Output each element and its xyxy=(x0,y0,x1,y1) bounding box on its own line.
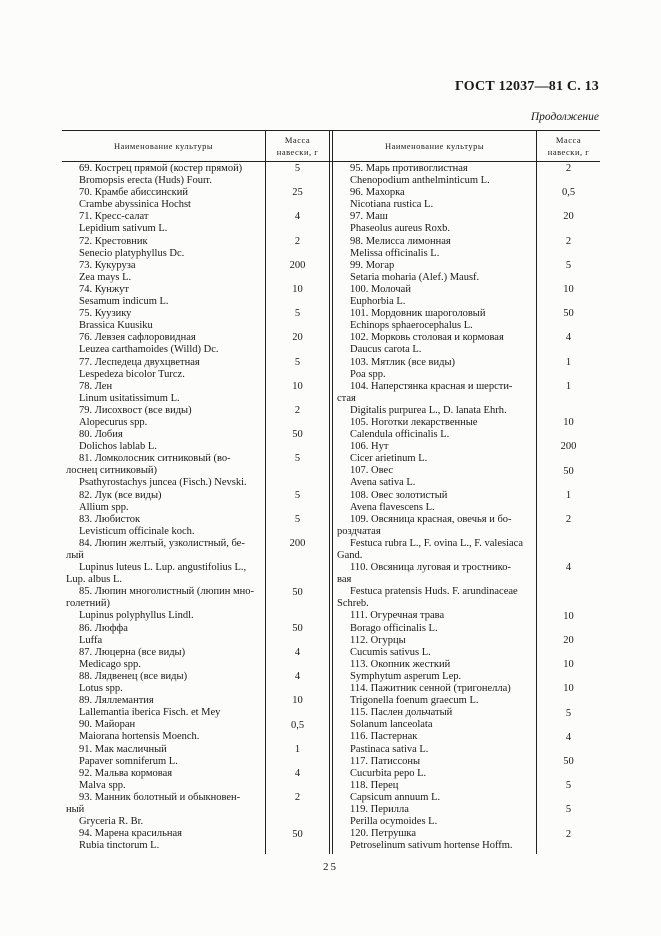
table-text-line: Maiorana hortensis Moench. xyxy=(79,731,200,743)
table-text-line: Festuca pratensis Huds. F. arundinaceae xyxy=(350,586,518,598)
header-crop-name-left: Наименование культуры xyxy=(113,140,214,151)
table-text-line: 110. Овсяница луговая и тростнико- xyxy=(350,562,511,574)
table-text-line: Linum usitatissimum L. xyxy=(79,392,180,404)
mass-value: 5 xyxy=(565,707,572,719)
mass-value: 50 xyxy=(563,465,574,477)
table-text-line: 103. Мятлик (все виды) xyxy=(350,356,456,368)
crop-names-left xyxy=(66,163,265,852)
table-text-line: вая xyxy=(337,574,352,586)
table-text-line: Medicago spp. xyxy=(79,658,141,670)
table-text-line: 97. Маш xyxy=(350,211,388,223)
mass-value: 4 xyxy=(294,647,301,658)
table-text-line: Borago officinalis L. xyxy=(350,622,438,634)
table-text-line: Alopecurus spp. xyxy=(79,416,148,428)
table-text-line: 82. Лук (все виды) xyxy=(79,489,162,501)
mass-value: 4 xyxy=(565,332,572,344)
mass-value: 50 xyxy=(563,755,574,767)
column-divider xyxy=(329,130,330,854)
table-text-line: Lallemantia iberica Fisch. et Mey xyxy=(79,707,221,719)
table-text-line: Lupinus luteus L. Lup. angustifolius L., xyxy=(79,562,247,574)
mass-value: 20 xyxy=(563,634,574,646)
table-text-line: 117. Патиссоны xyxy=(350,755,421,767)
mass-value: 10 xyxy=(292,380,303,392)
mass-value: 2 xyxy=(294,792,301,804)
table-text-line: 111. Огуречная трава xyxy=(350,610,445,622)
table-text-line: ный xyxy=(66,803,85,815)
header-mass-line-1: Масса xyxy=(555,134,582,145)
table-text-line: Nicotiana rustica L. xyxy=(350,199,434,211)
table-text-line: 100. Молочай xyxy=(350,283,411,295)
table-text-line: 116. Пастернак xyxy=(350,731,418,743)
table-text-line: Euphorbia L. xyxy=(350,296,406,308)
table-text-line: 71. Кресс-салат xyxy=(79,211,149,223)
table-text-line: Lupinus polyphyllus Lindl. xyxy=(79,610,194,622)
table-text-line: 80. Лобия xyxy=(79,429,123,441)
mass-value: 5 xyxy=(294,308,301,320)
header-mass-left xyxy=(266,130,329,161)
table-text-line: 101. Мордовник шароголовый xyxy=(350,308,486,320)
mass-value: 10 xyxy=(563,284,574,295)
table-text-line: 115. Паслен дольчатый xyxy=(350,707,453,719)
mass-value: 10 xyxy=(292,284,303,295)
table-text-line: Papaver somniferum L. xyxy=(79,755,178,767)
table-text-line: 78. Лен xyxy=(79,380,113,392)
mass-value: 50 xyxy=(563,308,574,320)
table-text-line: Dolichos lablab L. xyxy=(79,441,157,453)
table-text-line: голетний) xyxy=(66,598,110,610)
mass-value: 1 xyxy=(565,380,572,392)
mass-value: 4 xyxy=(565,562,572,574)
table-text-line: Gand. xyxy=(337,550,363,561)
table-text-line: 93. Манник болотный и обыкновен- xyxy=(79,791,241,803)
mass-value: 10 xyxy=(563,610,574,622)
table-text-line: Avena flavescens L. xyxy=(350,501,435,513)
table-text-line: Pastinaca sativa L. xyxy=(350,743,429,755)
table-text-line: Rubia tinctorum L. xyxy=(79,840,160,852)
table-text-line: стая xyxy=(337,392,356,404)
table-text-line: Setaria moharia (Alef.) Mausf. xyxy=(350,271,480,283)
table-text-line: 86. Люффа xyxy=(79,622,128,634)
table-text-line: Cicer arietinum L. xyxy=(350,453,428,465)
crop-names-right xyxy=(337,163,536,852)
table-text-line: Perilla ocymoides L. xyxy=(350,816,438,828)
continuation-label: Продолжение xyxy=(530,111,599,123)
table-text-line: 95. Марь противоглистная xyxy=(350,163,468,174)
mass-value: 200 xyxy=(289,538,306,550)
table-text-line: Petroselinum sativum hortense Hoffm. xyxy=(350,840,513,852)
table-text-line: 109. Овсяница красная, овечья и бо- xyxy=(350,513,512,525)
mass-value: 4 xyxy=(294,768,301,779)
table-text-line: 114. Пажитник сенной (тригонелла) xyxy=(350,683,511,695)
table-text-line: 119. Перилла xyxy=(350,803,409,815)
table-text-line: Symphytum asperum Lep. xyxy=(350,670,462,682)
mass-value: 25 xyxy=(292,187,303,199)
header-mass-line-2: навески, г xyxy=(276,146,319,157)
mass-value: 4 xyxy=(565,731,572,743)
mass-value: 10 xyxy=(563,659,574,671)
table-text-line: 87. Люцерна (все виды) xyxy=(79,646,186,658)
seed-mass-table xyxy=(62,130,600,854)
table-text-line: Allium spp. xyxy=(79,501,129,513)
table-text-line: 104. Наперстянка красная и шерсти- xyxy=(350,380,513,392)
mass-value: 4 xyxy=(294,211,301,223)
table-text-line: Calendula officinalis L. xyxy=(350,429,450,441)
table-text-line: Lup. albus L. xyxy=(66,574,122,586)
table-text-line: Psathyrostachys juncea (Fisch.) Nevski. xyxy=(79,477,247,489)
mass-value: 1 xyxy=(294,743,301,755)
table-text-line: Sesamum indicum L. xyxy=(79,296,169,308)
table-text-line: 74. Кунжут xyxy=(79,283,129,295)
table-text-line: 96. Махорка xyxy=(350,187,405,199)
table-text-line: 70. Крамбе абиссинский xyxy=(79,187,188,199)
table-text-line: 81. Ломколосник ситниковый (во- xyxy=(79,453,231,465)
table-text-line: Malva spp. xyxy=(79,779,126,791)
mass-value: 0,5 xyxy=(290,719,305,731)
table-text-line: 83. Любисток xyxy=(79,513,141,525)
table-text-line: Lepidium sativum L. xyxy=(79,223,168,235)
table-text-line: 84. Люпин желтый, узколистный, бе- xyxy=(79,537,245,549)
table-text-line: 77. Леспедеца двухцветная xyxy=(79,356,200,368)
mass-value: 2 xyxy=(565,235,572,247)
table-text-line: 91. Мак масличный xyxy=(79,743,167,755)
table-text-line: 90. Майоран xyxy=(79,719,136,731)
mass-value: 2 xyxy=(565,163,572,174)
table-text-line: 94. Марена красильная xyxy=(79,828,182,840)
mass-value: 20 xyxy=(563,211,574,223)
mass-value: 50 xyxy=(292,622,303,634)
mass-value: 4 xyxy=(294,671,301,683)
table-text-line: Schreb. xyxy=(337,598,369,610)
table-text-line: 76. Левзея сафлоровидная xyxy=(79,332,196,344)
mass-value: 5 xyxy=(294,356,301,368)
table-text-line: Phaseolus aureus Roxb. xyxy=(350,223,451,235)
header-mass-line-1: Масса xyxy=(284,134,311,145)
mass-value: 5 xyxy=(294,453,301,465)
table-text-line: Brassica Kuusiku xyxy=(79,320,153,332)
table-text-line: Festuca rubra L., F. ovina L., F. valesiaca xyxy=(350,537,523,549)
mass-value: 2 xyxy=(294,235,301,247)
table-text-line: 98. Мелисса лимонная xyxy=(350,235,451,247)
table-text-line: 102. Морковь столовая и кормовая xyxy=(350,332,504,344)
table-text-line: Bromopsis erecta (Huds) Fourr. xyxy=(79,175,212,187)
mass-value: 5 xyxy=(565,804,572,816)
table-text-line: 108. Овес золотистый xyxy=(350,489,448,501)
mass-value: 5 xyxy=(294,163,301,174)
table-text-line: 112. Огурцы xyxy=(350,634,406,646)
table-text-line: 75. Куузику xyxy=(79,308,132,320)
mass-value: 10 xyxy=(563,683,574,695)
table-text-line: 88. Лядвенец (все виды) xyxy=(79,670,188,682)
mass-value: 50 xyxy=(292,586,303,598)
table-text-line: 73. Кукуруза xyxy=(79,259,136,271)
mass-value: 0,5 xyxy=(561,187,576,199)
table-text-line: 120. Петрушка xyxy=(350,828,417,840)
table-text-line: Cucumis sativus L. xyxy=(350,646,431,658)
table-text-line: Echinops sphaerocephalus L. xyxy=(350,320,473,332)
header-mass-right xyxy=(537,130,600,161)
table-text-line: 118. Перец xyxy=(350,779,399,791)
mass-value: 10 xyxy=(563,417,574,429)
mass-value: 20 xyxy=(292,332,303,344)
table-text-line: Trigonella foenum graecum L. xyxy=(350,695,479,707)
table-text-line: 89. Ляллемантия xyxy=(79,695,154,707)
column-divider xyxy=(332,130,333,854)
table-text-line: Lespedeza bicolor Turcz. xyxy=(79,368,185,380)
table-text-line: 69. Кострец прямой (костер прямой) xyxy=(79,163,243,174)
table-text-line: лый xyxy=(66,550,84,561)
table-text-line: роздчатая xyxy=(337,525,381,537)
table-text-line: Capsicum annuum L. xyxy=(350,791,441,803)
table-text-line: Chenopodium anthelminticum L. xyxy=(350,175,490,187)
table-text-line: Leuzea carthamoides (Willd) Dc. xyxy=(79,344,219,356)
table-text-line: 92. Мальва кормовая xyxy=(79,767,173,779)
table-text-line: Cucurbita pepo L. xyxy=(350,767,427,779)
table-text-line: Poa spp. xyxy=(350,368,386,380)
table-text-line: Lotus spp. xyxy=(79,683,123,695)
mass-value: 5 xyxy=(565,259,572,271)
table-text-line: Crambe abyssinica Hochst xyxy=(79,199,191,211)
table-text-line: Senecio platyphyllus Dc. xyxy=(79,247,185,259)
header-mass-line-2: навески, г xyxy=(547,146,590,157)
table-text-line: 79. Лисохвост (все виды) xyxy=(79,404,192,416)
table-text-line: 106. Нут xyxy=(350,441,389,453)
table-text-line: Gryceria R. Br. xyxy=(79,816,144,828)
header-crop-name-right: Наименование культуры xyxy=(384,140,485,151)
mass-value: 2 xyxy=(565,513,572,525)
page-number: 25 xyxy=(323,861,338,873)
mass-value: 200 xyxy=(560,441,577,453)
table-text-line: Luffa xyxy=(79,634,103,646)
mass-value: 200 xyxy=(289,259,306,271)
table-text-line: Zea mays L. xyxy=(79,271,132,283)
table-text-line: 105. Ноготки лекарственные xyxy=(350,416,478,428)
mass-value: 5 xyxy=(565,780,572,792)
page-header-title: ГОСТ 12037—81 С. 13 xyxy=(455,79,599,94)
table-text-line: 85. Люпин многолистный (люпин мно- xyxy=(79,586,254,598)
table-text-line: 107. Овес xyxy=(350,465,394,477)
mass-value: 50 xyxy=(292,429,303,441)
mass-value: 10 xyxy=(292,695,303,707)
table-text-line: 113. Окопник жесткий xyxy=(350,658,451,670)
mass-value: 1 xyxy=(565,489,572,501)
table-text-line: Avena sativa L. xyxy=(350,477,416,489)
table-text-line: 99. Могар xyxy=(350,259,395,271)
table-text-line: Melissa officinalis L. xyxy=(350,247,440,259)
table-text-line: лоснец ситниковый) xyxy=(66,465,157,477)
table-text-line: Levisticum officinale koch. xyxy=(79,525,195,537)
table-text-line: Solanum lanceolata xyxy=(350,719,433,731)
mass-value: 50 xyxy=(292,828,303,840)
table-text-line: Daucus carota L. xyxy=(350,344,422,356)
mass-value: 2 xyxy=(294,405,301,416)
mass-value: 2 xyxy=(565,828,572,840)
mass-value: 5 xyxy=(294,513,301,525)
table-header-rule xyxy=(62,161,600,162)
mass-value: 1 xyxy=(565,356,572,368)
table-text-line: Digitalis purpurea L., D. lanata Ehrh. xyxy=(350,404,507,416)
mass-value: 5 xyxy=(294,489,301,501)
table-text-line: 72. Крестовник xyxy=(79,235,148,247)
